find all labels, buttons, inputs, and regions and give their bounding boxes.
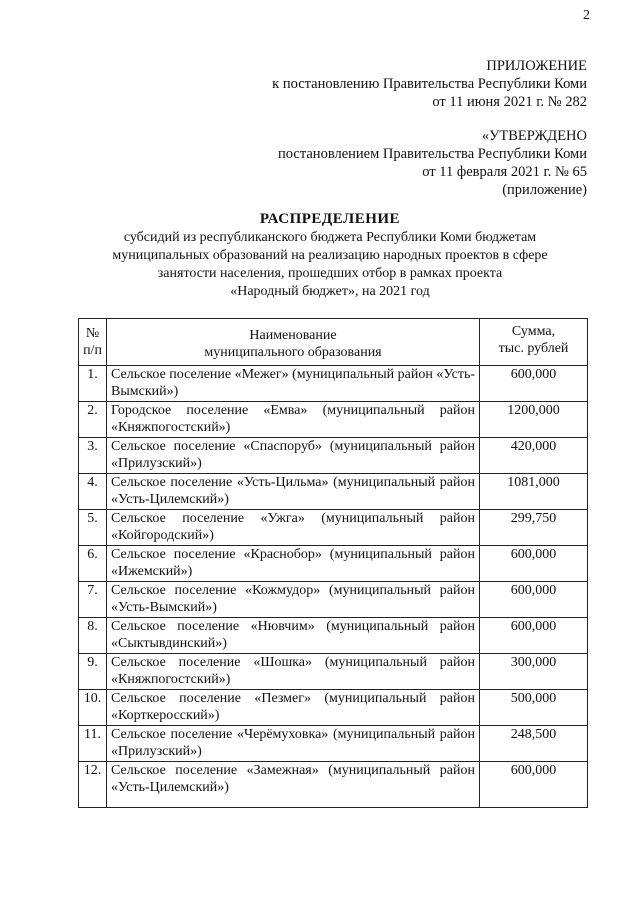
table-row [79, 402, 588, 438]
header-text: п/п [83, 343, 102, 358]
table-row [79, 582, 588, 618]
row-number: 10. [79, 690, 107, 726]
row-sum: 1200,000 [480, 402, 588, 438]
row-name: Сельское поселение «Межег» (муниципальный район «Усть-Вымский») [107, 366, 480, 402]
table-row [79, 474, 588, 510]
header-text: муниципального образования [204, 345, 382, 360]
subtitle-line: муниципальных образований на реализацию народных проектов в сфере [112, 248, 548, 263]
document-heading [60, 210, 600, 301]
row-sum: 300,000 [480, 654, 588, 690]
row-number: 2. [79, 402, 107, 438]
row-number: 4. [79, 474, 107, 510]
row-sum: 500,000 [480, 690, 588, 726]
page-number: 2 [583, 8, 590, 23]
row-name: Сельское поселение «Пезмег» (муниципальный район «Корткеросский») [107, 690, 480, 726]
row-sum: 600,000 [480, 762, 588, 808]
approved-line: от 11 февраля 2021 г. № 65 [422, 164, 587, 180]
row-name: Сельское поселение «Черёмуховка» (муниципальный район «Прилузский») [107, 726, 480, 762]
appendix-block [272, 57, 587, 111]
row-sum: 600,000 [480, 366, 588, 402]
row-number: 9. [79, 654, 107, 690]
row-sum: 248,500 [480, 726, 588, 762]
approved-title: «УТВЕРЖДЕНО [481, 128, 587, 144]
row-number: 8. [79, 618, 107, 654]
row-name: Городское поселение «Емва» (муниципальный район «Княжпогостский») [107, 402, 480, 438]
row-sum: 600,000 [480, 582, 588, 618]
table-row [79, 366, 588, 402]
row-name: Сельское поселение «Усть-Цильма» (муниципальный район «Усть-Цилемский») [107, 474, 480, 510]
row-name: Сельское поселение «Краснобор» (муниципальный район «Ижемский») [107, 546, 480, 582]
row-sum: 299,750 [480, 510, 588, 546]
row-sum: 600,000 [480, 546, 588, 582]
table-row [79, 618, 588, 654]
row-name: Сельское поселение «Ужга» (муниципальный район «Койгородский») [107, 510, 480, 546]
row-sum: 1081,000 [480, 474, 588, 510]
header-text: Сумма, [511, 324, 556, 339]
table-row [79, 654, 588, 690]
row-name: Сельское поселение «Нювчим» (муниципальный район «Сыктывдинский») [107, 618, 480, 654]
row-name: Сельское поселение «Шошка» (муниципальный район «Княжпогостский») [107, 654, 480, 690]
approved-line: (приложение) [502, 182, 587, 198]
document-title: РАСПРЕДЕЛЕНИЕ [259, 211, 401, 227]
row-name: Сельское поселение «Замежная» (муниципальный район «Усть-Цилемский») [107, 762, 480, 808]
approved-block [278, 127, 587, 199]
appendix-line: к постановлению Правительства Республики Коми [272, 76, 587, 92]
row-number: 12. [79, 762, 107, 808]
table-row [79, 690, 588, 726]
header-sum [480, 319, 588, 366]
row-sum: 600,000 [480, 618, 588, 654]
header-text: тыс. рублей [498, 341, 569, 356]
header-text: Наименование [249, 328, 337, 343]
header-text: № [85, 326, 100, 341]
table-row [79, 762, 588, 808]
row-number: 7. [79, 582, 107, 618]
table-row [79, 546, 588, 582]
row-number: 3. [79, 438, 107, 474]
row-number: 1. [79, 366, 107, 402]
appendix-title: ПРИЛОЖЕНИЕ [486, 58, 587, 74]
subtitle-line: субсидий из республиканского бюджета Республики Коми бюджетам [123, 230, 537, 245]
row-number: 6. [79, 546, 107, 582]
header-number [79, 319, 107, 366]
table-row [79, 510, 588, 546]
table-header-row [79, 319, 588, 366]
subtitle-line: занятости населения, прошедших отбор в рамках проекта [157, 266, 503, 281]
appendix-line: от 11 июня 2021 г. № 282 [432, 94, 587, 110]
approved-line: постановлением Правительства Республики Коми [278, 146, 587, 162]
row-number: 11. [79, 726, 107, 762]
table-row [79, 726, 588, 762]
header-name [107, 319, 480, 366]
row-number: 5. [79, 510, 107, 546]
row-sum: 420,000 [480, 438, 588, 474]
subtitle-line: «Народный бюджет», на 2021 год [230, 284, 430, 299]
table-row [79, 438, 588, 474]
row-name: Сельское поселение «Кожмудор» (муниципальный район «Усть-Вымский») [107, 582, 480, 618]
row-name: Сельское поселение «Спаспоруб» (муниципальный район «Прилузский») [107, 438, 480, 474]
distribution-table [78, 318, 588, 808]
